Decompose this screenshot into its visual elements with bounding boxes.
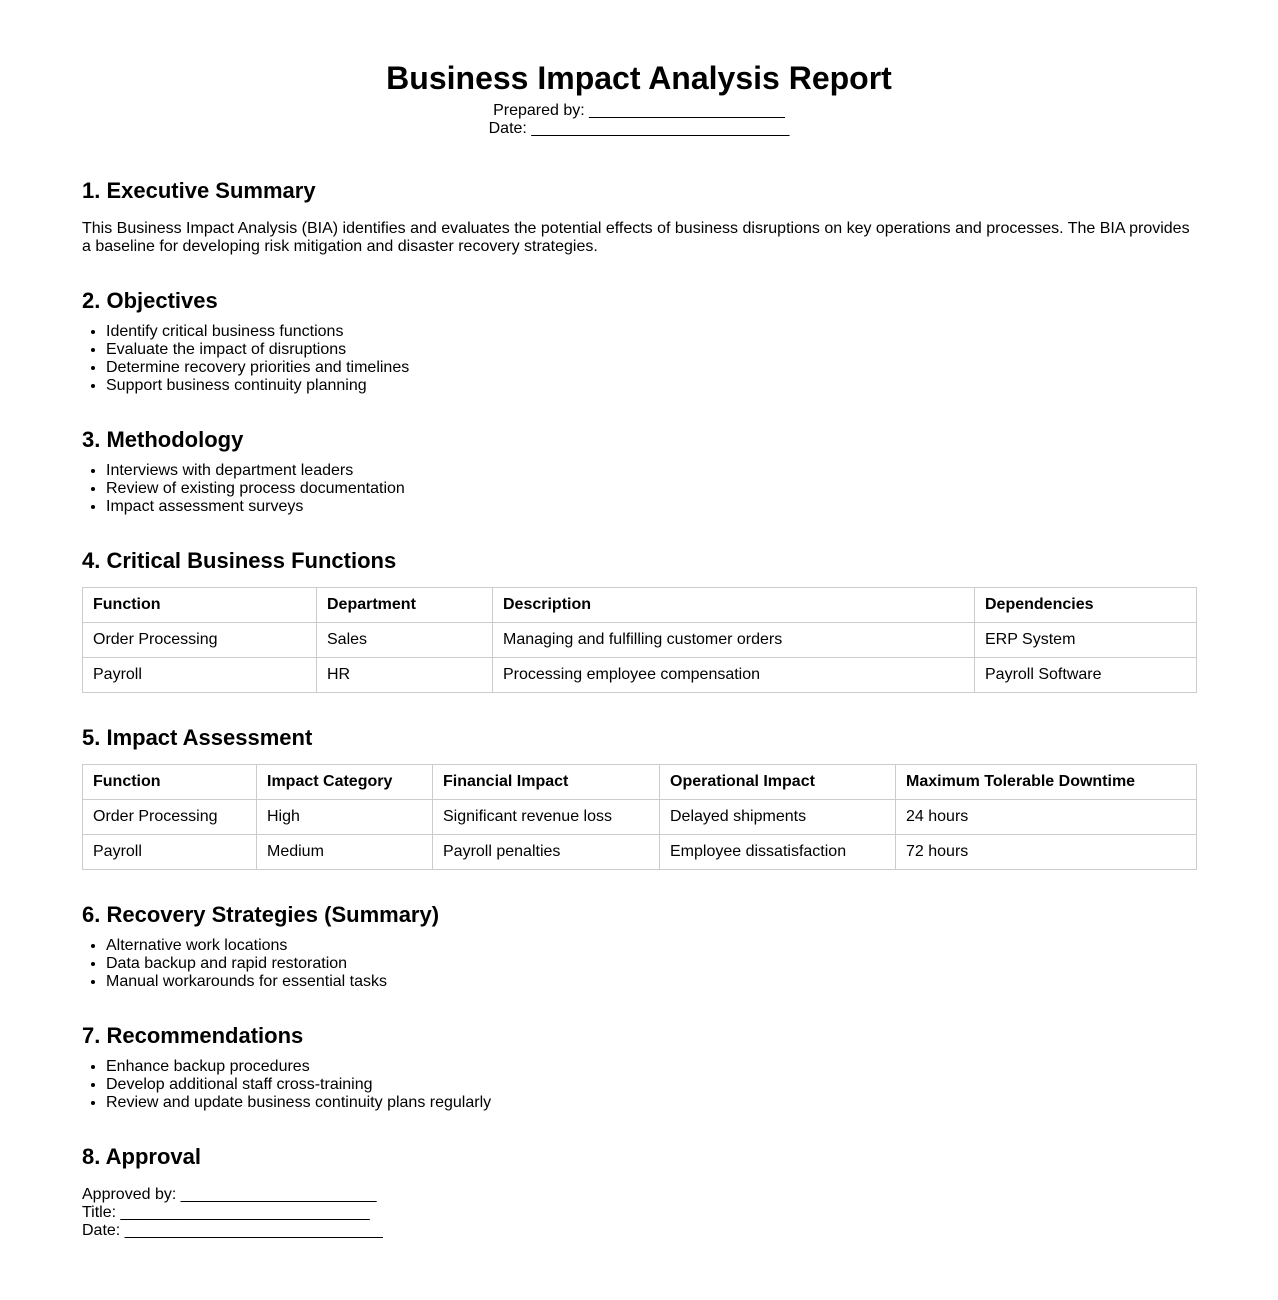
table-row (83, 835, 1197, 870)
objectives-list (82, 323, 1196, 395)
column-header: Description (493, 588, 975, 623)
table-cell: Managing and fulfilling customer orders (493, 623, 975, 658)
table-cell: Order Processing (83, 800, 257, 835)
table-header-row (83, 765, 1197, 800)
page-title: Business Impact Analysis Report (386, 60, 892, 96)
table-cell: 24 hours (896, 800, 1197, 835)
table-cell: High (257, 800, 433, 835)
section-heading-recovery-strategies: 6. Recovery Strategies (Summary) (82, 902, 440, 927)
section-heading-objectives: 2. Objectives (82, 288, 218, 313)
list-item: • Manual workarounds for essential tasks (106, 973, 1196, 991)
table-cell: Payroll (83, 835, 257, 870)
table-cell: Processing employee compensation (493, 658, 975, 693)
report-meta (82, 102, 1196, 138)
list-item: • Support business continuity planning (106, 377, 1196, 395)
table-row (83, 800, 1197, 835)
list-item: • Data backup and rapid restoration (106, 955, 1196, 973)
executive-summary-text: This Business Impact Analysis (BIA) identifies and evaluates the potential effects of business disruptions on key operations and processes. The BIA provides a baseline for developing risk mitigation and disaster recovery strategies. (82, 220, 1190, 255)
column-header: Function (83, 765, 257, 800)
table-cell: Employee dissatisfaction (660, 835, 896, 870)
document (82, 0, 1196, 1240)
column-header: Maximum Tolerable Downtime (896, 765, 1197, 800)
table-cell: Payroll penalties (433, 835, 660, 870)
section-heading-recommendations: 7. Recommendations (82, 1023, 304, 1048)
date-field: Date: _____________________________ (488, 120, 790, 137)
list-item: • Evaluate the impact of disruptions (106, 341, 1196, 359)
column-header: Department (317, 588, 493, 623)
table-cell: Payroll (83, 658, 317, 693)
methodology-list (82, 462, 1196, 516)
column-header: Operational Impact (660, 765, 896, 800)
table-cell: 72 hours (896, 835, 1197, 870)
approval-block (82, 1186, 1196, 1240)
list-item: • Identify critical business functions (106, 323, 1196, 341)
column-header: Impact Category (257, 765, 433, 800)
table-cell: Order Processing (83, 623, 317, 658)
table-cell: Medium (257, 835, 433, 870)
table-cell: ERP System (975, 623, 1197, 658)
list-item: • Interviews with department leaders (106, 462, 1196, 480)
table-cell: Delayed shipments (660, 800, 896, 835)
table-cell: Sales (317, 623, 493, 658)
table-cell: Significant revenue loss (433, 800, 660, 835)
list-item: • Determine recovery priorities and timelines (106, 359, 1196, 377)
approval-title-field: Title: ____________________________ (82, 1204, 370, 1221)
table-row (83, 623, 1197, 658)
recovery-list (82, 937, 1196, 991)
table-header-row (83, 588, 1197, 623)
list-item: • Alternative work locations (106, 937, 1196, 955)
table-cell: HR (317, 658, 493, 693)
list-item: • Develop additional staff cross-training (106, 1076, 1196, 1094)
column-header: Function (83, 588, 317, 623)
section-heading-executive-summary: 1. Executive Summary (82, 178, 316, 203)
section-heading-approval: 8. Approval (82, 1144, 201, 1169)
section-heading-impact-assessment: 5. Impact Assessment (82, 725, 313, 750)
column-header: Financial Impact (433, 765, 660, 800)
section-heading-critical-functions: 4. Critical Business Functions (82, 548, 397, 573)
recommendations-list (82, 1058, 1196, 1112)
column-header: Dependencies (975, 588, 1197, 623)
table-row (83, 658, 1197, 693)
list-item: • Review of existing process documentation (106, 480, 1196, 498)
list-item: • Impact assessment surveys (106, 498, 1196, 516)
critical-functions-table (82, 587, 1197, 693)
approval-date-field: Date: _____________________________ (82, 1222, 383, 1239)
table-cell: Payroll Software (975, 658, 1197, 693)
list-item: • Review and update business continuity plans regularly (106, 1094, 1196, 1112)
prepared-by-field: Prepared by: ______________________ (493, 102, 785, 119)
section-heading-methodology: 3. Methodology (82, 427, 244, 452)
impact-assessment-table (82, 764, 1197, 870)
list-item: • Enhance backup procedures (106, 1058, 1196, 1076)
approved-by-field: Approved by: ______________________ (82, 1186, 377, 1203)
